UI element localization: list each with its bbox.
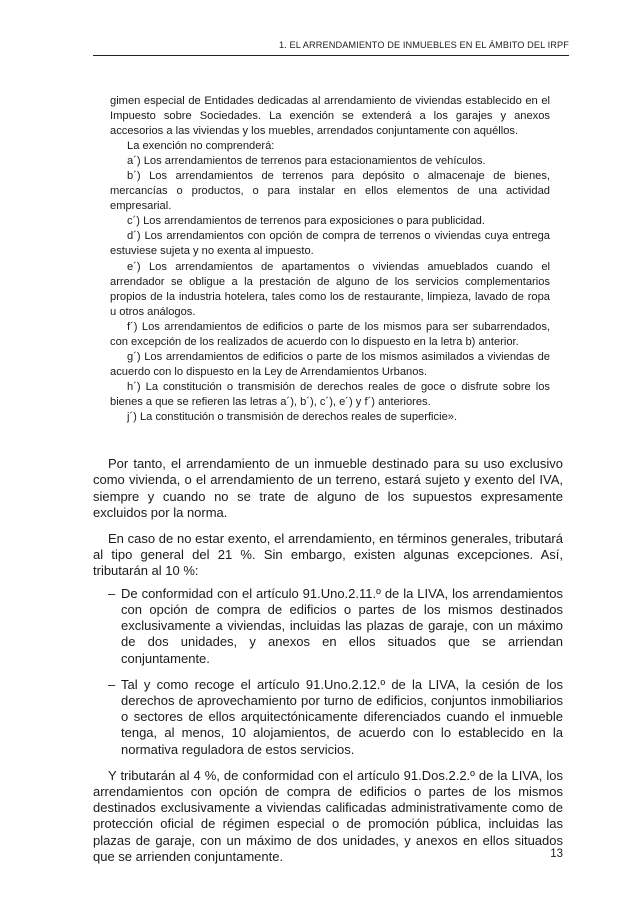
list-item <box>93 586 563 667</box>
dash-bullet: – <box>108 585 116 601</box>
quote-lead: La exención no comprenderá: <box>127 140 275 153</box>
quote-intro: gimen especial de Entidades dedicadas al arrendamiento de viviendas establecido en el Impuesto sobre Sociedades. La exención se extenderá a los garajes y anexos accesorios a las viviendas y los muebles, arrendados conjuntamente con aquéllos. <box>110 95 550 138</box>
body-paragraph-2: En caso de no estar exento, el arrendamiento, en términos generales, tributará al tipo general del 21 %. Sin embargo, existen algunas excepciones. Así, tributarán al 10 %: <box>93 530 563 579</box>
quote-item-j: j´) La constitución o transmisión de derechos reales de superficie». <box>127 410 458 423</box>
body-text <box>93 456 563 875</box>
header-rule <box>93 55 569 56</box>
quote-item-g: g´) Los arrendamientos de edificios o parte de los mismos asimilados a viviendas de acuerdo con lo dispuesto en la Ley de Arrendamientos Urbanos. <box>110 350 550 378</box>
list-item <box>93 677 563 758</box>
quote-item-b: b´) Los arrendamientos de terrenos para depósito o almacenaje de bienes, mercancías o productos, o para instalar en ellos elementos de una actividad empresarial. <box>110 170 550 213</box>
running-header: 1. EL ARRENDAMIENTO DE INMUEBLES EN EL ÁMBITO DEL IRPF <box>279 40 569 50</box>
list-item-text: Tal y como recoge el artículo 91.Uno.2.12.º de la LIVA, la cesión de los derechos de aprovechamiento por turno de edificios, conjuntos inmobiliarios o sectores de ellos arquitectónicamente diferenciados cuando el inmueble tenga, al menos, 10 alojamientos, de acuerdo con lo establecido en la normativa reguladora de estos servicios. <box>121 676 563 757</box>
quote-item-f: f´) Los arrendamientos de edificios o parte de los mismos para ser subarrendados, con excepción de los realizados de acuerdo con lo dispuesto en la letra b) anterior. <box>110 320 550 348</box>
quote-item-c: c´) Los arrendamientos de terrenos para exposiciones o para publicidad. <box>127 215 485 228</box>
page-number: 13 <box>550 848 563 860</box>
body-paragraph-3: Y tributarán al 4 %, de conformidad con el artículo 91.Dos.2.2.º de la LIVA, los arrendamientos con opción de compra de edificios o partes de los mismos destinados exclusivamente a viviendas calificadas administrativamente como de protección oficial de régimen especial o de promoción pública, incluidas las plazas de garaje, con un máximo de dos unidades, y anexos en ellos situados que se arrienden conjuntamente. <box>93 767 563 865</box>
dash-bullet: – <box>108 676 116 692</box>
body-paragraph-1: Por tanto, el arrendamiento de un inmueble destinado para su uso exclusivo como vivienda, o el arrendamiento de un terreno, estará sujeto y exento del IVA, siempre y cuando no se trate de alguno de los supuestos expresamente excluidos por la norma. <box>93 456 563 520</box>
quote-item-h: h´) La constitución o transmisión de derechos reales de goce o disfrute sobre los bienes a que se refieren las letras a´), b´), c´), e´) y f´) anteriores. <box>110 380 550 408</box>
quote-item-a: a´) Los arrendamientos de terrenos para estacionamientos de vehículos. <box>127 155 486 168</box>
quoted-law-excerpt <box>110 94 550 425</box>
quote-item-e: e´) Los arrendamientos de apartamentos o viviendas amueblados cuando el arrendador se obligue a la prestación de alguno de los servicios complementarios propios de la industria hotelera, tales como los de restaurante, limpieza, lavado de ropa u otros análogos. <box>110 260 550 318</box>
list-item-text: De conformidad con el artículo 91.Uno.2.11.º de la LIVA, los arrendamientos con opción de compra de edificios o partes de los mismos destinados exclusivamente a viviendas, incluidas las plazas de garaje, con un máximo de dos unidades, y anexos en ellos situados que se arriendan conjuntamente. <box>121 585 563 666</box>
quote-item-d: d´) Los arrendamientos con opción de compra de terrenos o viviendas cuya entrega estuviese sujeta y no exenta al impuesto. <box>110 230 550 258</box>
